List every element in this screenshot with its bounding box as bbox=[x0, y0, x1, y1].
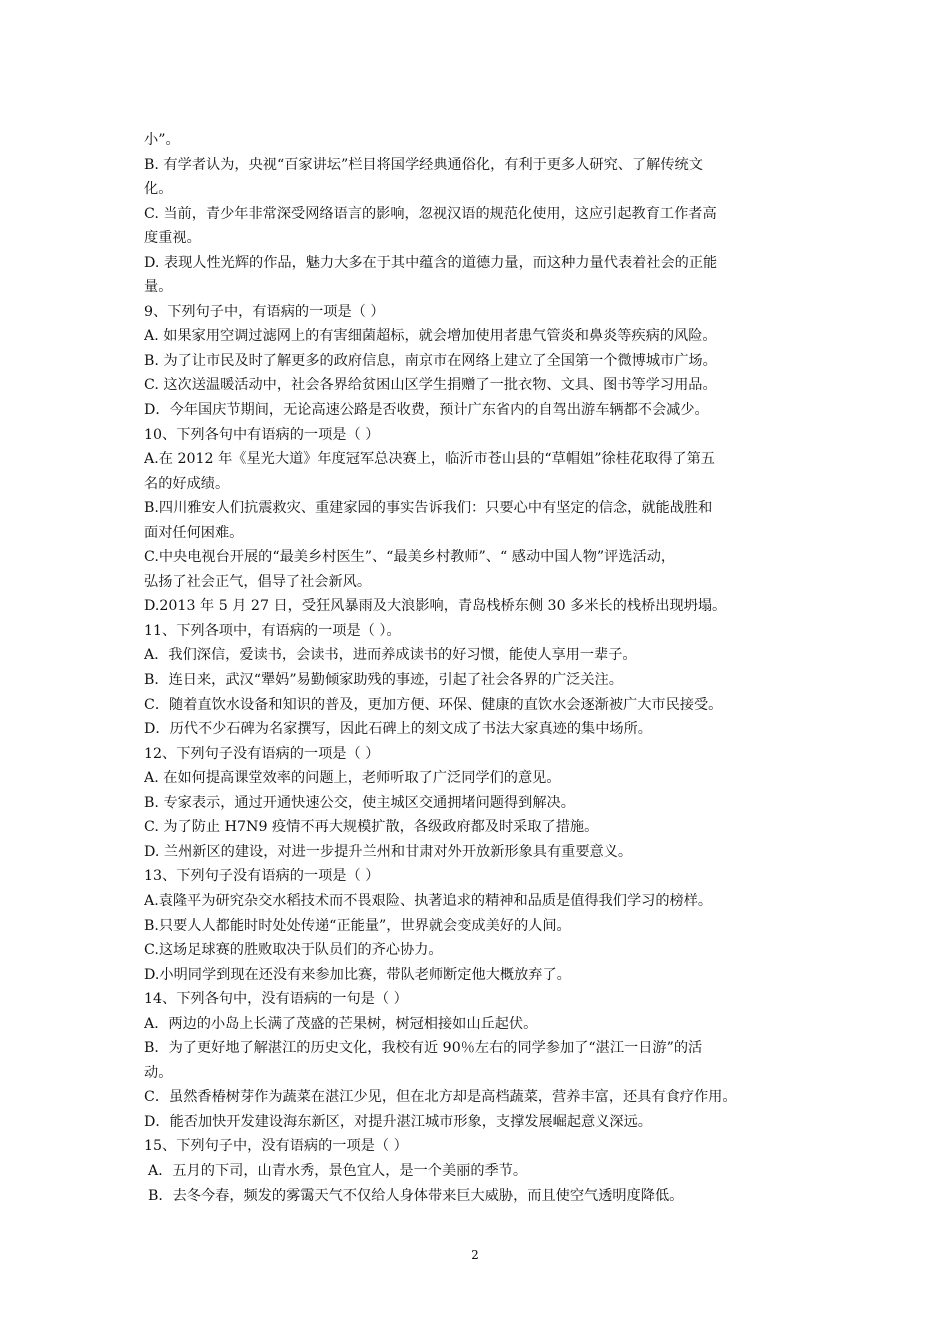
text-line: B. 专家表示，通过开通快速公交，使主城区交通拥堵问题得到解决。 bbox=[144, 794, 575, 811]
text-line: A. 在如何提高课堂效率的问题上，老师听取了广泛同学们的意见。 bbox=[144, 770, 561, 787]
text-line: 弘扬了社会正气，倡导了社会新风。 bbox=[144, 573, 372, 590]
text-line: 度重视。 bbox=[144, 230, 201, 247]
text-line: C. 当前，青少年非常深受网络语言的影响，忽视汉语的规范化使用，这应引起教育工作者高 bbox=[144, 205, 717, 222]
text-line: C．虽然香椿树芽作为蔬菜在湛江少见，但在北方却是高档蔬菜，营养丰富，还具有食疗作用。 bbox=[144, 1089, 737, 1106]
text-line: 15、下列句子中，没有语病的一项是（ ） bbox=[144, 1138, 408, 1155]
text-line: D．能否加快开发建设海东新区，对提升湛江城市形象，支撑发展崛起意义深远。 bbox=[144, 1113, 652, 1130]
text-line: 面对任何困难。 bbox=[144, 524, 244, 541]
text-line: C. 为了防止 H7N9 疫情不再大规模扩散，各级政府都及时采取了措施。 bbox=[144, 819, 599, 836]
text-line: 小”。 bbox=[144, 132, 180, 148]
text-line: D. 兰州新区的建设，对进一步提升兰州和甘肃对外开放新形象具有重要意义。 bbox=[144, 843, 633, 860]
text-line: D.小明同学到现在还没有来参加比赛，带队老师断定他大概放弃了。 bbox=[144, 966, 571, 983]
text-line: 量。 bbox=[144, 279, 173, 296]
text-line: D.2013 年 5 月 27 日，受狂风暴雨及大浪影响，青岛栈桥东侧 30 多米长的栈桥出现坍塌。 bbox=[144, 598, 727, 615]
text-line: 化。 bbox=[144, 181, 173, 198]
text-line: A．五月的下司，山青水秀，景色宜人，是一个美丽的季节。 bbox=[148, 1162, 528, 1179]
text-line: A. 如果家用空调过滤网上的有害细菌超标，就会增加使用者患气管炎和鼻炎等疾病的风险。 bbox=[144, 328, 717, 345]
text-line: 9、下列句子中，有语病的一项是（ ） bbox=[144, 303, 385, 320]
text-line: B. 为了让市民及时了解更多的政府信息，南京市在网络上建立了全国第一个微博城市广场。 bbox=[144, 352, 717, 369]
text-line: C.这场足球赛的胜败取决于队员们的齐心协力。 bbox=[144, 942, 443, 959]
text-line: C.中央电视台开展的“最美乡村医生”、“最美乡村教师”、“ 感动中国人物”评选活动， bbox=[144, 549, 676, 566]
text-line: D．历代不少石碑为名家撰写，因此石碑上的刻文成了书法大家真迹的集中场所。 bbox=[144, 721, 652, 738]
text-line: 10、下列各句中有语病的一项是（ ） bbox=[144, 426, 380, 443]
text-line: B. 有学者认为，央视“百家讲坛”栏目将国学经典通俗化，有利于更多人研究、了解传统文 bbox=[144, 156, 703, 173]
text-line: B．为了更好地了解湛江的历史文化，我校有近 90％左右的同学参加了“湛江一日游”的活 bbox=[144, 1040, 703, 1057]
text-line: D. 表现人性光辉的作品，魅力大多在于其中蕴含的道德力量，而这种力量代表着社会的正能 bbox=[144, 254, 718, 271]
text-line: 动。 bbox=[144, 1064, 173, 1081]
text-line: A.袁隆平为研究杂交水稻技术而不畏艰险、执著追求的精神和品质是值得我们学习的榜样。 bbox=[144, 892, 713, 909]
text-line: D．今年国庆节期间，无论高速公路是否收费，预计广东省内的自驾出游车辆都不会减少。 bbox=[144, 402, 709, 419]
document-body bbox=[144, 128, 816, 1208]
text-line: 12、下列句子没有语病的一项是（ ） bbox=[144, 745, 380, 762]
text-line: A.在 2012 年《星光大道》年度冠军总决赛上，临沂市苍山县的“草帽姐”徐桂花取得了第五 bbox=[144, 451, 715, 468]
text-line: 13、下列句子没有语病的一项是（ ） bbox=[144, 868, 380, 885]
page-number: 2 bbox=[471, 1248, 479, 1262]
text-line: B．去冬今春，频发的雾霭天气不仅给人身体带来巨大威胁，而且使空气透明度降低。 bbox=[148, 1187, 684, 1204]
text-line: A．两边的小岛上长满了茂盛的芒果树，树冠相接如山丘起伏。 bbox=[144, 1015, 538, 1032]
text-line: B．连日来，武汉“犟妈”易勤倾家助残的事迹，引起了社会各界的广泛关注。 bbox=[144, 672, 623, 689]
text-line: B.四川雅安人们抗震救灾、重建家园的事实告诉我们：只要心中有坚定的信念，就能战胜和 bbox=[144, 500, 713, 517]
text-line: A．我们深信，爱读书，会读书，进而养成读书的好习惯，能使人享用一辈子。 bbox=[144, 647, 637, 664]
text-line: 14、下列各句中，没有语病的一句是（ ） bbox=[144, 991, 408, 1008]
text-line: C．随着直饮水设备和知识的普及，更加方便、环保、健康的直饮水会逐渐被广大市民接受。 bbox=[144, 696, 723, 713]
text-line: 名的好成绩。 bbox=[144, 475, 230, 492]
text-line: 11、下列各项中，有语病的一项是（ ）。 bbox=[144, 622, 401, 639]
text-line: B.只要人人都能时时处处传递“正能量”，世界就会变成美好的人间。 bbox=[144, 917, 571, 934]
text-line: C. 这次送温暖活动中，社会各界给贫困山区学生捐赠了一批衣物、文具、图书等学习用品。 bbox=[144, 377, 717, 394]
